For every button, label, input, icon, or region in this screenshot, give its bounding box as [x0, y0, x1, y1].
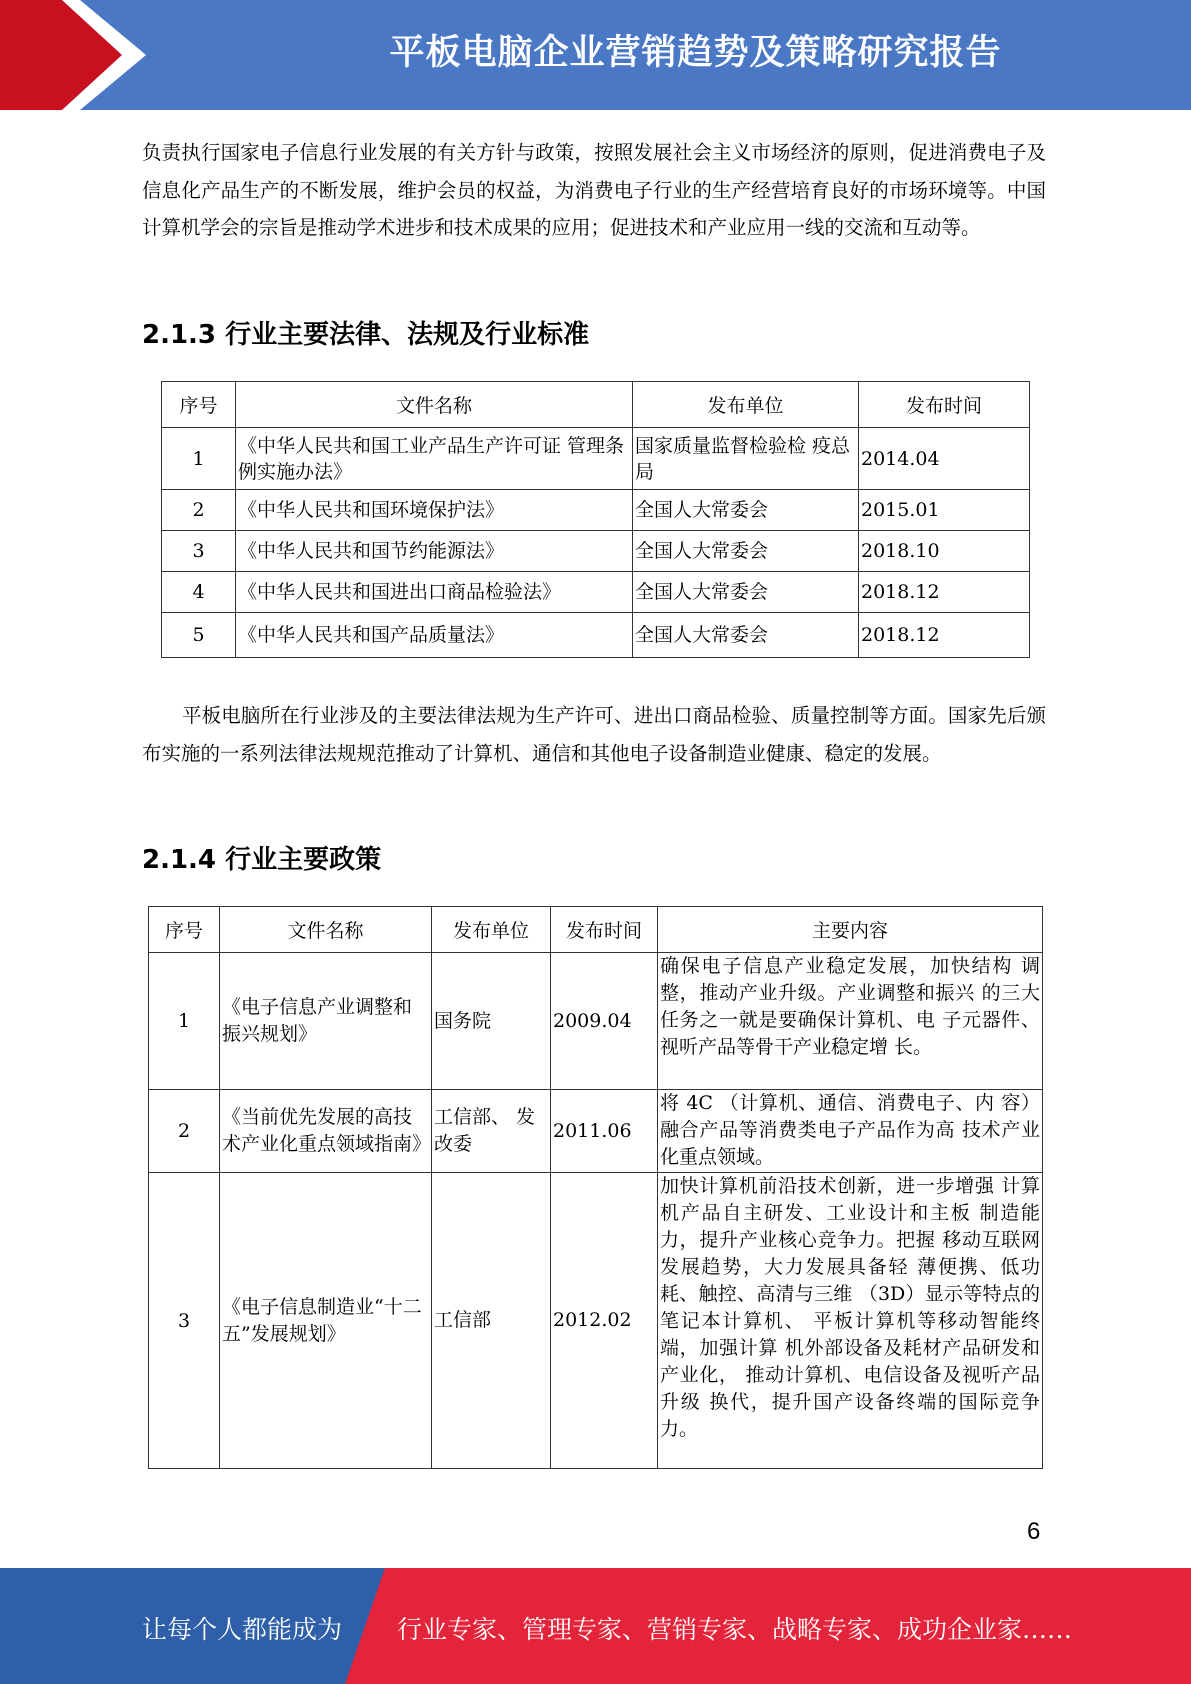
- col-header-issuer: 发布单位: [432, 907, 551, 953]
- table-header-row: [162, 382, 1030, 428]
- col-header-issuer: 发布单位: [633, 382, 859, 428]
- cell-issuer: 全国人大常委会: [633, 613, 859, 658]
- cell-doc-name: 《中华人民共和国进出口商品检验法》: [236, 572, 633, 613]
- table-row: [149, 953, 1043, 1090]
- cell-index: 4: [162, 572, 236, 613]
- laws-summary-paragraph: 平板电脑所在行业涉及的主要法律法规为生产许可、进出口商品检验、质量控制等方面。国家先后颁布实施的一系列法律法规规范推动了计算机、通信和其他电子设备制造业健康、稳定的发展。: [142, 704, 1046, 765]
- cell-doc-name: 《中华人民共和国工业产品生产许可证 管理条例实施办法》: [236, 428, 633, 490]
- cell-issuer: 国务院: [432, 953, 551, 1090]
- cell-date: 2011.06: [551, 1090, 658, 1173]
- intro-paragraph: 负责执行国家电子信息行业发展的有关方针与政策，按照发展社会主义市场经济的原则，促进消费电子及信息化产品生产的不断发展，维护会员的权益，为消费电子行业的生产经营培育良好的市场环境等。中国计算机学会的宗旨是推动学术进步和技术成果的应用；促进技术和产业应用一线的交流和互动等。: [142, 141, 1046, 239]
- table-row: [149, 1090, 1043, 1173]
- policies-table: [148, 906, 1043, 1469]
- cell-content: 将 4C （计算机、通信、消费电子、内 容）融合产品等消费类电子产品作为高 技术产业化重点领域。: [658, 1090, 1043, 1173]
- col-header-content: 主要内容: [658, 907, 1043, 953]
- table-header-row: [149, 907, 1043, 953]
- col-header-index: 序号: [162, 382, 236, 428]
- cell-index: 5: [162, 613, 236, 658]
- cell-date: 2018.12: [859, 613, 1030, 658]
- page-header: [0, 0, 1191, 110]
- section-heading-2-1-4: 2.1.4 行业主要政策: [142, 845, 382, 875]
- cell-doc-name: 《电子信息制造业“十二五”发展规划》: [220, 1173, 432, 1469]
- cell-doc-name: 《中华人民共和国产品质量法》: [236, 613, 633, 658]
- cell-index: 2: [162, 490, 236, 531]
- cell-index: 3: [162, 531, 236, 572]
- col-header-doc-name: 文件名称: [236, 382, 633, 428]
- cell-issuer: 工信部: [432, 1173, 551, 1469]
- cell-date: 2018.10: [859, 531, 1030, 572]
- cell-doc-name: 《中华人民共和国环境保护法》: [236, 490, 633, 531]
- laws-table: [161, 381, 1030, 658]
- cell-index: 1: [162, 428, 236, 490]
- table-row: [162, 572, 1030, 613]
- table-row: [162, 613, 1030, 658]
- table-row: [162, 428, 1030, 490]
- cell-issuer: 全国人大常委会: [633, 490, 859, 531]
- cell-date: 2009.04: [551, 953, 658, 1090]
- report-title: 平板电脑企业营销趋势及策略研究报告: [389, 33, 1002, 73]
- col-header-index: 序号: [149, 907, 220, 953]
- cell-doc-name: 《当前优先发展的高技术产业化重点领域指南》: [220, 1090, 432, 1173]
- cell-doc-name: 《电子信息产业调整和振兴规划》: [220, 953, 432, 1090]
- cell-issuer: 全国人大常委会: [633, 572, 859, 613]
- page-number: 6: [1027, 1518, 1041, 1545]
- cell-issuer: 全国人大常委会: [633, 531, 859, 572]
- header-arrow-decoration: [0, 0, 160, 110]
- cell-date: 2018.12: [859, 572, 1030, 613]
- col-header-date: 发布时间: [551, 907, 658, 953]
- cell-index: 2: [149, 1090, 220, 1173]
- col-header-date: 发布时间: [859, 382, 1030, 428]
- cell-content: 确保电子信息产业稳定发展，加快结构 调整，推动产业升级。产业调整和振兴 的三大任务之一就是要确保计算机、电 子元器件、视听产品等骨干产业稳定增 长。: [658, 953, 1043, 1090]
- cell-index: 1: [149, 953, 220, 1090]
- section-heading-2-1-3: 2.1.3 行业主要法律、法规及行业标准: [142, 320, 590, 350]
- cell-issuer: 国家质量监督检验检 疫总局: [633, 428, 859, 490]
- col-header-doc-name: 文件名称: [220, 907, 432, 953]
- cell-index: 3: [149, 1173, 220, 1469]
- cell-issuer: 工信部、 发改委: [432, 1090, 551, 1173]
- footer-slogan-right: 行业专家、管理专家、营销专家、战略专家、成功企业家……: [397, 1615, 1073, 1644]
- cell-date: 2014.04: [859, 428, 1030, 490]
- cell-date: 2015.01: [859, 490, 1030, 531]
- table-row: [149, 1173, 1043, 1469]
- table-row: [162, 531, 1030, 572]
- footer-slogan-left: 让每个人都能成为: [142, 1615, 343, 1644]
- cell-date: 2012.02: [551, 1173, 658, 1469]
- cell-doc-name: 《中华人民共和国节约能源法》: [236, 531, 633, 572]
- cell-content: 加快计算机前沿技术创新，进一步增强 计算机产品自主研发、工业设计和主板 制造能力，提升产业核心竞争力。把握 移动互联网发展趋势，大力发展具备轻 薄便携、低功耗、触控、高清与三维 （3D）显示等特点的笔记本计算机、 平板计算机等移动智能终端，加强计算 机外部设备及耗材产品研发和产业化， 推动计算机、电信设备及视听产品升级 换代，提升国产设备终端的国际竞争 力。: [658, 1173, 1043, 1469]
- table-row: [162, 490, 1030, 531]
